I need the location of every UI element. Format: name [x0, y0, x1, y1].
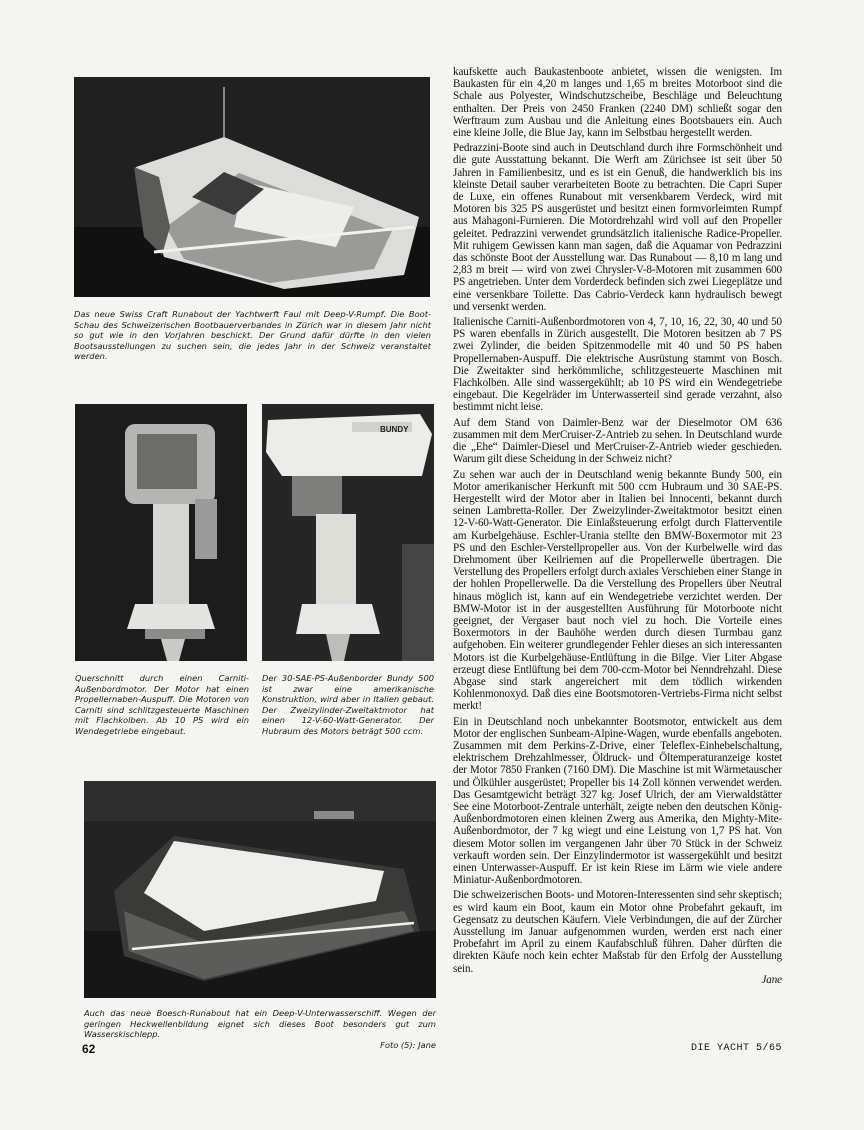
article-paragraph: Auf dem Stand von Daimler-Benz war der Dieselmotor OM 636 zusammen mit dem MerCruiser-Z-Antrieb zu sehen. In Deutschland wurde die „Ehe“ Daimler-Diesel und MerCruiser-Z-Antrieb wieder geschieden. Warum gilt diese Scheidung in der Schweiz nicht?	[453, 416, 782, 466]
boat-photo-icon	[84, 781, 436, 998]
swiss-craft-caption: Das neue Swiss Craft Runabout der Yachtwerft Faul mit Deep-V-Rumpf. Die Boot-Schau des Schweizerischen Bootbauerverbandes in Zürich war in diesem Jahr nicht so gut wie in den Vorjahren beschickt. Der Grund dafür dürfte in den vielen Bootsausstellungen zu suchen sein, die jedes Jahr in der Schweiz veranstaltet werden.	[74, 309, 431, 362]
article-paragraph: Die schweizerischen Boots- und Motoren-Interessenten sind sehr skeptisch; es wird kaum ein Boot, kaum ein Motor ohne Probefahrt gekauft, im Gegensatz zu deutschen Käufern. Viele Verbindungen, die auf der Zürcher Ausstellung im Januar aufgenommen wurden, werden erst nach einer Probefahrt im April zu einem Kaufabschluß führen. Daher dürften die direkten Käufe noch kein echter Maßstab für den Erfolg der Ausstellung sein.	[453, 889, 782, 975]
bundy-caption: Der 30-SAE-PS-Außenborder Bundy 500 ist zwar eine amerikanische Konstruktion, wird aber in Italien gebaut. Der Zweizylinder-Zweitaktmotor hat einen 12-V-60-Watt-Generator. Der Hubraum des Motors beträgt 500 ccm.	[262, 673, 434, 736]
author-signature: Jane	[761, 973, 782, 986]
article-paragraph: kaufskette auch Baukastenboote anbietet, wissen die wenigsten. Im Baukasten für ein 4,20 m langes und 1,65 m breites Motorboot sind die Schale aus Polyester, Windschutzscheibe, Beschläge und Beleuchtung enthalten. Der Preis von 2450 Franken (2240 DM) schließt sogar den Werftraum zum Ausbau und die Anleitung eines Bootsbauers ein. Auch eine kleine Jolle, die Blue Jay, kann im Selbstbau hergestellt werden.	[453, 66, 782, 140]
article-column	[453, 66, 782, 986]
photo-credit: Foto (5): Jane	[380, 1039, 436, 1050]
carniti-outboard-photo	[75, 404, 247, 661]
boesch-caption-text: Auch das neue Boesch-Runabout hat ein Deep-V-Unterwasserschiff. Wegen der geringen Heckwellenbildung eignet sich dieses Boot besonders gut zum Wasserskischlepp.	[84, 1008, 436, 1040]
article-paragraph: Pedrazzini-Boote sind auch in Deutschland durch ihre Formschönheit und die gute Ausstattung bekannt. Die Werft am Zürichsee ist seit über 50 Jahren in Familienbesitz, und es ist ein Genuß, die handwerklich bis ins kleinste Detail sauber verarbeiteten Boote zu betrachten. Die Capri Super de Luxe, ein offenes Runabout mit versenkbarem Verdeck, wird mit Motoren bis 325 PS ausgerüstet und besitzt einen formvorleimten Rumpf aus Mahagoni-Furnieren. Die Motordrehzahl wird voll auf den Propeller geleitet. Pedrazzini verwendet grundsätzlich italienische Radice-Propeller. Mit ruhigem Gewissen kann man sagen, daß die Aquamar von Pedrazzini das schönste Boot der Ausstellung war. Das Runabout — 8,10 m lang und 2,83 m breit — wird von zwei Chrysler-V-8-Motoren mit zusammen 600 PS angetrieben. Unter dem Vorderdeck befinden sich zwei Liegeplätze und eine versenkbare Toilette. Das Cabrio-Verdeck kann hydraulisch bewegt und versenkt werden.	[453, 142, 782, 313]
bundy-cowl-label: BUNDY	[380, 425, 409, 434]
article-paragraph: Ein in Deutschland noch unbekannter Bootsmotor, entwickelt aus dem Motor der englischen Sunbeam-Alpine-Wagen, wurde ebenfalls angeboten. Zusammen mit dem Perkins-Z-Drive, einer Teleflex-Einhebelschaltung, elektrischem Drehzahlmesser, Öldruck- und Öltemperaturanzeige kostet der Motor 7850 Franken (7160 DM). Die Maschine ist mit Wärmetauscher und Ölkühler ausgerüstet; Propeller bis 14 Zoll können verwendet werden. Das Gesamtgewicht beträgt 327 kg. Josef Ulrich, der am Vierwaldstätter See eine Motorboot-Zentrale unterhält, zeigte neben den deutschen König-Außenbordmotoren einen kleinen Zwerg aus Amerika, den Mighty-Mite-Außenbordmotor, der 7 kg wiegt und eine Leistung von 1,7 PS hat. Von diesem Motor sollen im vergangenen Jahr über 70 Stück in der Schweiz verkauft worden sein. Der Einzylindermotor ist wassergekühlt und besitzt einen Unterwasser-Auspuff. Er ist kein Riese im Lärm wie viele andere Miniatur-Außenbordmotoren.	[453, 715, 782, 887]
article-paragraph: Zu sehen war auch der in Deutschland wenig bekannte Bundy 500, ein Motor amerikanischer Herkunft mit 500 ccm Hubraum und 30 SAE-PS. Hergestellt wird der Motor aber in Italien bei Innocenti, bekannt durch seinen Lambretta-Roller. Der Zweizylinder-Zweitaktmotor besitzt einen 12-V-60-Watt-Generator. Die Einlaßsteuerung erfolgt durch Flatterventile am Kurbelgehäuse. Eschler-Urania stellte den BMW-Boxermotor mit 23 PS und den Eschler-Verstellpropeller aus. Von der Kurbelwelle wird das Drehmoment über Keilriemen auf die Propellerwelle übertragen. Die Verstellung des Propellers erfolgt durch axiales Verschieben einer Stange in der hohlen Propellerwelle. Da die Verstellung des Propellers über Neutral hinaus möglich ist, kann auf ein Wendegetriebe verzichtet werden. Der BMW-Motor ist in der ausgestellten Ausführung für Motorboote nicht geeignet, der Vergaser baut noch viel zu hoch. Die Vorteile eines Boxermotors in der Bauhöhe werden durch diesen Turmbau ganz aufgehoben. Ein weiterer grundlegender Fehler dieses an sich interessanten Motors ist die Kurbelgehäuse-Entlüftung in die Bilge. Vier Liter Abgase erzeugt diese Entlüftung bei dem 700-ccm-Motor bei Nenndrehzahl. Diese Abgase sind stark angereichert mit dem tödlich wirkenden Kohlenmonoxyd. Daß dies eine Bootsmotoren-Vertriebs-Firma nicht selbst merkt!	[453, 468, 782, 713]
swiss-craft-runabout-photo	[74, 77, 430, 297]
boesch-runabout-photo	[84, 781, 436, 998]
carniti-caption: Querschnitt durch einen Carniti-Außenbordmotor. Der Motor hat einen Propellernaben-Auspuff. Die Motoren von Carniti sind schlitzgesteuerte Maschinen mit Flachkolben. Ab 10 PS wird ein Wendegetriebe eingebaut.	[75, 673, 249, 736]
boat-photo-icon	[74, 77, 430, 297]
magazine-issue: DIE YACHT 5/65	[690, 1043, 782, 1054]
article-paragraph: Italienische Carniti-Außenbordmotoren von 4, 7, 10, 16, 22, 30, 40 und 50 PS waren ebenfalls in Zürich ausgestellt. Die Motoren besitzen ab 7 PS zwei Zylinder, die beiden Spitzenmodelle mit 40 und 50 PS haben Propellernaben-Auspuff. Die elektrische Ausrüstung stammt von Bosch. Die Zweitakter sind herkömmliche, schlitzgesteuerte Maschinen mit Flachkolben. Alle sind wassergekühlt; ab 10 PS wird ein Wendegetriebe eingebaut. Die Kegelräder im Unterwasserteil sind gerade verzahnt, also bestimmt nicht leise.	[453, 316, 782, 414]
engine-photo-icon	[75, 404, 247, 661]
engine-photo-icon	[262, 404, 434, 661]
boesch-caption	[84, 1008, 436, 1050]
bundy-outboard-photo	[262, 404, 434, 661]
page-number: 62	[82, 1042, 96, 1056]
